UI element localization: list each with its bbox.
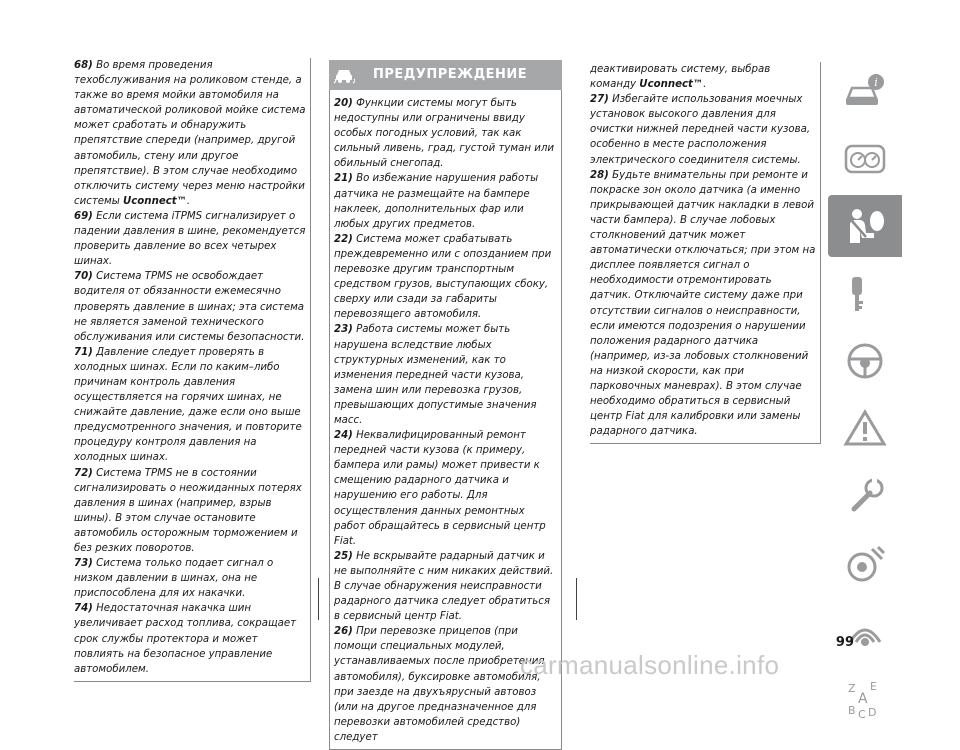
note-74 bbox=[74, 601, 306, 676]
wheel-specs-icon bbox=[842, 541, 888, 587]
alphabetical-index-icon bbox=[842, 676, 888, 722]
note-text: Система TPMS не освобождает водителя от обязанности ежемесячно проверять давление в шинах; эта система не является заменой технического обслуживания или системы безопасности. bbox=[74, 271, 305, 343]
note-text-tail: . bbox=[703, 79, 707, 91]
warning-item-20 bbox=[334, 96, 557, 171]
steering-wheel-icon bbox=[842, 338, 888, 384]
note-text: Избегайте использования моечных установок высокого давления для очистки нижней передней части кузова, особенно в месте расположения электрического соединителя системы. bbox=[590, 94, 811, 166]
warning-item-26 bbox=[334, 624, 557, 745]
note-73 bbox=[74, 556, 306, 601]
warning-item-25 bbox=[334, 549, 557, 624]
note-69 bbox=[74, 209, 306, 269]
note-72 bbox=[74, 466, 306, 557]
note-text: Неквалифицированный ремонт передней части кузова (к примеру, бампера или рамы) может привести к смещению радарного датчика и нарушению его работы. Для осуществления данных ремонтных работ обращайтесь в сервисный центр Fiat. bbox=[334, 430, 546, 547]
note-text: Система TPMS не в состоянии сигнализировать о неожиданных потерях давления в шинах (например, взрыв шины). В этом случае остановите автомобиль осторожным торможением и без резких поворотов. bbox=[74, 467, 302, 554]
note-number: 23) bbox=[334, 324, 353, 336]
note-bold-term: Uconnect™ bbox=[639, 79, 704, 91]
gutter-mark-left bbox=[318, 578, 319, 620]
note-text: Система только подает сигнал о низком давлении в шинах, она не приспособлена для их накачки. bbox=[74, 558, 274, 600]
tab-safety[interactable] bbox=[828, 195, 902, 257]
tab-multimedia[interactable] bbox=[828, 600, 902, 662]
page-number: 99 bbox=[835, 635, 854, 650]
note-text: Работа системы может быть нарушена вследствие любых структурных изменений, как то изменения передней части кузова, замена шин или перевозка грузов, превышающих допустимые значения масс. bbox=[334, 324, 537, 426]
svg-text:A: A bbox=[858, 690, 868, 707]
svg-text:i: i bbox=[874, 76, 878, 89]
tab-starting[interactable] bbox=[828, 263, 902, 325]
note-text: Если система iTPMS сигнализирует о падении давления в шине, рекомендуется проверить давление во всех четырех шинах. bbox=[74, 210, 306, 268]
warning-item-27 bbox=[590, 92, 816, 167]
note-text: деактивировать систему, выбрав команду bbox=[590, 64, 771, 91]
dashboard-gauge-icon bbox=[842, 136, 888, 182]
emergency-warning-triangle-icon bbox=[842, 406, 888, 452]
note-text: Недостаточная накачка шин увеличивает расход топлива, сокращает срок службы протектора и может повлиять на безопасное управление автомобилем. bbox=[74, 603, 297, 675]
note-number: 71) bbox=[74, 346, 93, 358]
note-text: Система может срабатывать преждевременно или с опозданием при перевозке другим транспортным средством грузов, выступающих сбоку, сверху или сзади за габариты перевозящего автомобиля. bbox=[334, 233, 552, 321]
note-number: 74) bbox=[74, 603, 93, 615]
note-text: Будьте внимательны при ремонте и покраске зон около датчика (а именно прикрывающей датчик накладки в левой части бампера). В случае лобовых столкновений датчик может автоматически отключаться; при этом на дисплее появляется сигнал о необходимости отремонтировать датчик. Отключайте систему даже при отсутствии сигналов о неисправности, если имеются подозрения о нарушении положения радарного датчика (например, из-за лобовых столкновений на низкой скорости, как при парковочных маневрах). В этом случае необходимо обратиться в сервисный центр Fiat для калибровки или замены радарного датчика. bbox=[590, 169, 816, 438]
note-number: 69) bbox=[74, 210, 93, 222]
tab-dashboard[interactable] bbox=[828, 128, 902, 190]
warning-header bbox=[329, 60, 562, 90]
notes-column-left bbox=[74, 58, 311, 682]
tab-maintenance[interactable] bbox=[828, 465, 902, 527]
watermark: carmanualsonline.info bbox=[520, 650, 780, 680]
car-skid-warning-icon bbox=[329, 60, 359, 90]
note-text-tail: . bbox=[186, 195, 191, 207]
note-number: 24) bbox=[334, 430, 353, 442]
note-text: Во избежание нарушения работы датчика не размещайте на бампере наклеек, дополнительных фар или любых других предметов. bbox=[334, 173, 539, 230]
warning-item-24 bbox=[334, 428, 557, 549]
note-text: Не вскрывайте радарный датчик и не выполняйте с ним никаких действий. В случае обнаружения неисправности радарного датчика следует обратиться в сервисный центр Fiat. bbox=[334, 550, 554, 623]
note-number: 68) bbox=[74, 60, 93, 71]
warning-item-22 bbox=[334, 232, 557, 323]
svg-text:D: D bbox=[868, 705, 877, 719]
note-number: 28) bbox=[590, 169, 609, 181]
note-number: 25) bbox=[334, 550, 353, 562]
note-number: 73) bbox=[74, 558, 93, 570]
warning-title: ПРЕДУПРЕЖДЕНИЕ bbox=[373, 67, 528, 83]
note-text: Функции системы могут быть недоступны или ограничены ввиду особых погодных условий, так как сильный ливень, град, густой туман или обильный снегопад. bbox=[334, 98, 554, 170]
tab-driving[interactable] bbox=[828, 330, 902, 392]
note-bold-term: Uconnect™ bbox=[123, 195, 187, 207]
svg-text:Z: Z bbox=[848, 681, 856, 695]
chapter-tabs bbox=[828, 60, 902, 735]
tab-car-info[interactable] bbox=[828, 60, 902, 122]
note-number: 26) bbox=[334, 626, 353, 638]
svg-text:E: E bbox=[870, 679, 877, 693]
note-number: 70) bbox=[74, 271, 93, 283]
note-number: 72) bbox=[74, 467, 93, 479]
note-number: 20) bbox=[334, 98, 353, 109]
svg-text:B: B bbox=[848, 703, 856, 717]
warning-item-26-continued bbox=[590, 62, 816, 92]
tab-index[interactable] bbox=[828, 668, 902, 730]
note-71 bbox=[74, 345, 306, 466]
seatbelt-airbag-icon bbox=[842, 203, 888, 249]
warning-item-23 bbox=[334, 322, 557, 428]
note-number: 27) bbox=[590, 94, 609, 106]
warning-item-21 bbox=[334, 171, 557, 231]
tab-technical-data[interactable] bbox=[828, 533, 902, 595]
note-text: Во время проведения техобслуживания на роликовом стенде, а также во время мойки автомобиля на автоматической роликовой мойке система может сработать и обнаружить препятствие спереди (например, другой автомобиль, стену или другое препятствие). В этом случае необходимо отключить систему через меню настройки системы bbox=[74, 60, 306, 207]
notes-column-right bbox=[590, 62, 821, 444]
note-text: При перевозке прицепов (при помощи специальных модулей, устанавливаемых после приобретения автомобиля), буксировке автомобиля, при заезде на двухъярусный автовоз (или на другое предназначенное для перевозки автомобилей средство) следует bbox=[334, 626, 545, 743]
note-70 bbox=[74, 269, 306, 344]
tab-emergency[interactable] bbox=[828, 398, 902, 460]
note-number: 21) bbox=[334, 173, 353, 185]
note-number: 22) bbox=[334, 233, 353, 245]
warning-box bbox=[329, 60, 562, 750]
maintenance-wrench-icon bbox=[842, 473, 888, 519]
note-68 bbox=[74, 58, 306, 209]
key-starting-icon bbox=[842, 271, 888, 317]
warning-item-28 bbox=[590, 168, 816, 440]
car-info-icon bbox=[842, 68, 888, 114]
svg-text:C: C bbox=[858, 707, 866, 721]
note-text: Давление следует проверять в холодных шинах. Если по каким–либо причинам контроль давления осуществляется на горячих шинах, не снижайте давление, даже если оно выше предусмотренного значения, и повторите процедуру контроля давления на холодных шинах. bbox=[74, 346, 302, 464]
gutter-mark-right bbox=[576, 578, 577, 620]
